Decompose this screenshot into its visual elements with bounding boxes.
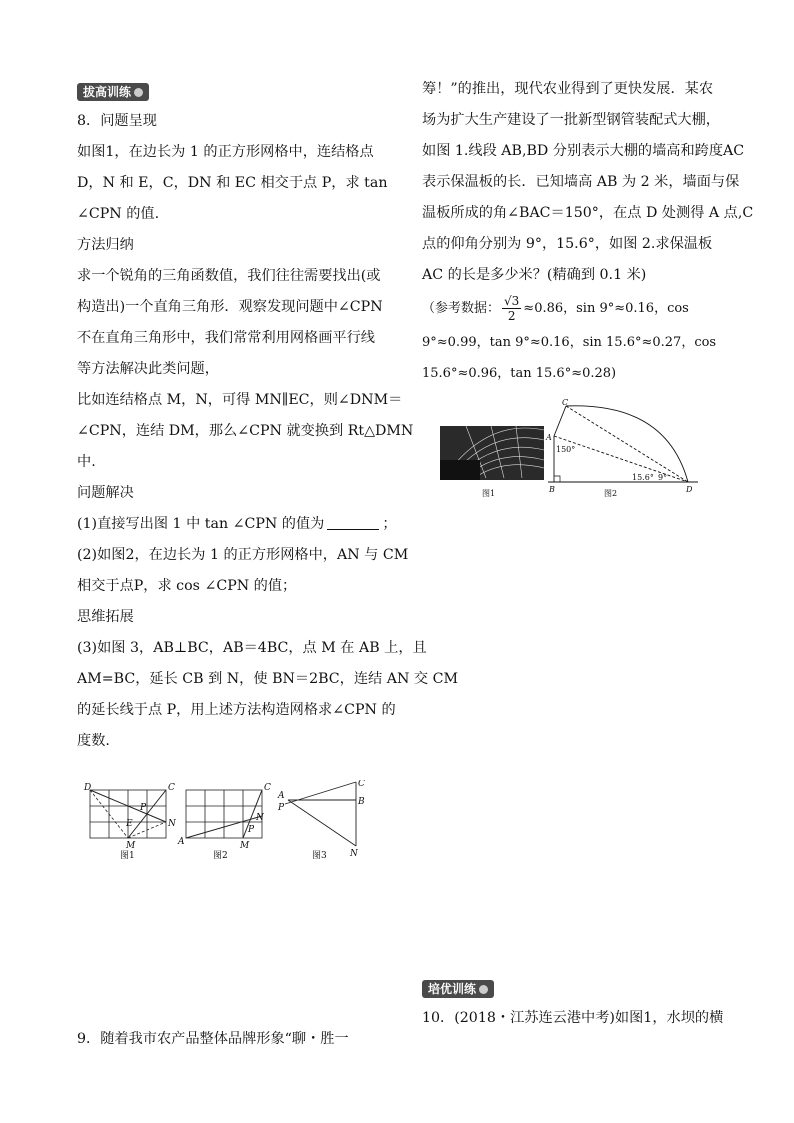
svg-text:P: P: [278, 803, 285, 813]
q8-line: (2)如图2，在边长为 1 的正方形网格中，AN 与 CM: [77, 547, 409, 563]
svg-text:A: A: [178, 837, 185, 847]
svg-text:M: M: [240, 841, 250, 851]
q10-start: 10．(2018・江苏连云港中考)如图1，水坝的横: [422, 1010, 724, 1026]
q8-line: 等方法解决此类问题，: [77, 361, 219, 377]
reference-data-1: （参考数据： $\frac{√3}{2}$ ≈0.86，sin 9°≈0.16，cos: [422, 294, 689, 323]
fig-caption: 图2: [213, 851, 228, 861]
q9-line: 筹！”的推出，现代农业得到了更快发展．某农: [422, 81, 714, 97]
svg-text:C: C: [562, 398, 569, 407]
section-badge-excel: 培优训练: [422, 980, 494, 998]
greenhouse-diagram: [548, 406, 698, 482]
svg-text:C: C: [264, 783, 271, 793]
figure-3: [285, 782, 356, 846]
left-column: [77, 78, 458, 757]
q9-line: AC 的长是多少米？(精确到 0.1 米): [422, 267, 647, 283]
q8-part1: (1)直接写出图 1 中 tan ∠CPN 的值为 ；: [77, 516, 397, 532]
svg-text:P: P: [140, 803, 147, 813]
q8-line: (3)如图 3，AB⊥BC，AB＝4BC，点 M 在 AB 上，且: [77, 640, 427, 656]
q8-line: 不在直角三角形中，我们常常利用网格画平行线: [77, 330, 375, 346]
svg-text:D: D: [686, 485, 693, 494]
svg-text:C: C: [168, 783, 175, 793]
figure-1: [90, 790, 166, 838]
q9-line: 如图 1.线段 AB,BD 分别表示大棚的墙高和跨度AC: [422, 143, 745, 159]
q8-title: 8．问题呈现: [77, 113, 157, 129]
q8-line: 比如连结格点 M，N，可得 MN∥EC，则∠DNM＝: [77, 392, 403, 408]
right-column: [422, 74, 754, 389]
fig-caption: 图1: [120, 851, 135, 861]
q8-figures: [80, 780, 375, 865]
q8-line: ∠CPN，连结 DM，那么∠CPN 就变换到 Rt△DMN: [77, 423, 414, 439]
q8-line: 度数.: [77, 733, 110, 749]
svg-text:A: A: [278, 791, 285, 801]
fig-caption: 图3: [312, 851, 327, 861]
svg-text:9°: 9°: [658, 473, 668, 482]
q9-line: 场为扩大生产建设了一批新型钢管装配式大棚，: [422, 112, 720, 128]
reference-data-3: 15.6°≈0.96，tan 15.6°≈0.28): [422, 366, 617, 381]
svg-text:D: D: [84, 783, 92, 793]
solve-heading: 问题解决: [77, 485, 134, 501]
q8-line: D，N 和 E，C，DN 和 EC 相交于点 P，求 tan: [77, 175, 388, 191]
svg-text:B: B: [358, 797, 365, 807]
fraction-sqrt3-over-2: $\frac{√3}{2}$: [504, 294, 520, 323]
fig-caption: 图1: [482, 489, 496, 498]
svg-text:N: N: [256, 813, 264, 823]
q8-line: AM=BC，延长 CB 到 N，使 BN＝2BC，连结 AN 交 CM: [77, 671, 458, 687]
fig-caption: 图2: [604, 489, 618, 498]
svg-text:B: B: [549, 485, 555, 494]
svg-text:E: E: [126, 819, 133, 829]
q9-line: 温板所成的角∠BAC＝150°，在点 D 处测得 A 点,C: [422, 205, 754, 221]
q9-line: 点的仰角分别为 9°，15.6°，如图 2.求保温板: [422, 236, 713, 252]
svg-text:150°: 150°: [556, 445, 576, 454]
q8-line: 的延长线于点 P，用上述方法构造网格求∠CPN 的: [77, 702, 396, 718]
q8-line: 中.: [77, 454, 96, 470]
q8-line: ∠CPN 的值.: [77, 206, 160, 222]
svg-text:M: M: [126, 841, 136, 851]
svg-text:N: N: [168, 819, 176, 829]
extend-heading: 思维拓展: [77, 609, 134, 625]
q9-start: 9．随着我市农产品整体品牌形象“聊・胜一: [77, 1031, 349, 1047]
greenhouse-photo: [440, 426, 544, 480]
q9-line: 表示保温板的长．已知墙高 AB 为 2 米，墙面与保: [422, 174, 740, 190]
reference-data-2: 9°≈0.99，tan 9°≈0.16，sin 15.6°≈0.27，cos: [422, 335, 717, 350]
section-badge-lift: 拔高训练: [77, 83, 149, 101]
svg-text:A: A: [546, 433, 552, 442]
badge-dot-icon: [134, 88, 143, 97]
answer-blank[interactable]: [327, 515, 379, 530]
method-heading: 方法归纳: [77, 237, 134, 253]
badge-dot-icon: [479, 985, 488, 994]
svg-text:C: C: [358, 780, 365, 789]
svg-text:15.6°: 15.6°: [632, 473, 654, 482]
q8-line: 如图1，在边长为 1 的正方形网格中，连结格点: [77, 144, 374, 160]
q8-line: 求一个锐角的三角函数值，我们往往需要找出(或: [77, 268, 381, 284]
svg-text:N: N: [350, 849, 358, 859]
svg-text:P: P: [248, 825, 255, 835]
section-badge-excel-wrap: [422, 978, 494, 998]
q9-figures: [436, 398, 702, 500]
q8-line: 构造出)一个直角三角形．观察发现问题中∠CPN: [77, 299, 383, 315]
q8-line: 相交于点P，求 cos ∠CPN 的值；: [77, 578, 297, 594]
